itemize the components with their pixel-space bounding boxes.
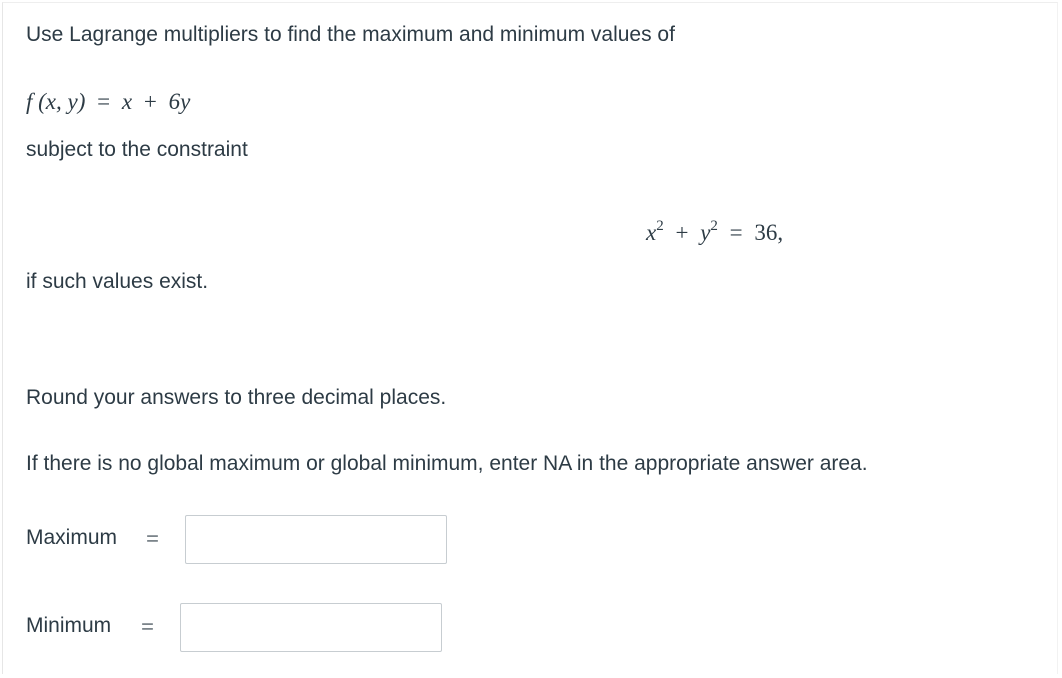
function-term-x: x: [121, 89, 133, 114]
constraint-equation: [646, 219, 783, 250]
na-note: If there is no global maximum or global minimum, enter NA in the appropriate answer area.: [26, 452, 868, 475]
constraint-value: 36,: [754, 220, 784, 245]
constraint-equals: =: [729, 220, 743, 245]
constraint-y-exponent: 2: [710, 218, 718, 234]
constraint-x-exponent: 2: [656, 218, 664, 234]
minimum-label: Minimum: [26, 614, 112, 637]
function-plus: +: [143, 89, 157, 114]
function-term-6y: 6y: [168, 89, 191, 114]
function-expression: [26, 88, 190, 116]
constraint-label: subject to the constraint: [26, 138, 248, 161]
exist-note: if such values exist.: [26, 270, 209, 293]
constraint-y: y: [700, 220, 711, 245]
maximum-answer-input[interactable]: [185, 515, 447, 564]
function-equals: =: [97, 89, 111, 114]
maximum-label: Maximum: [26, 526, 118, 549]
constraint-x: x: [646, 220, 657, 245]
function-args: (x, y): [38, 89, 86, 114]
minimum-answer-input[interactable]: [180, 603, 442, 652]
function-name: f: [26, 89, 33, 114]
question-intro: Use Lagrange multipliers to find the maximum and minimum values of: [26, 23, 675, 46]
rounding-note: Round your answers to three decimal places.: [26, 386, 447, 409]
constraint-plus: +: [675, 220, 689, 245]
minimum-equals: =: [141, 614, 154, 639]
maximum-equals: =: [146, 526, 159, 551]
